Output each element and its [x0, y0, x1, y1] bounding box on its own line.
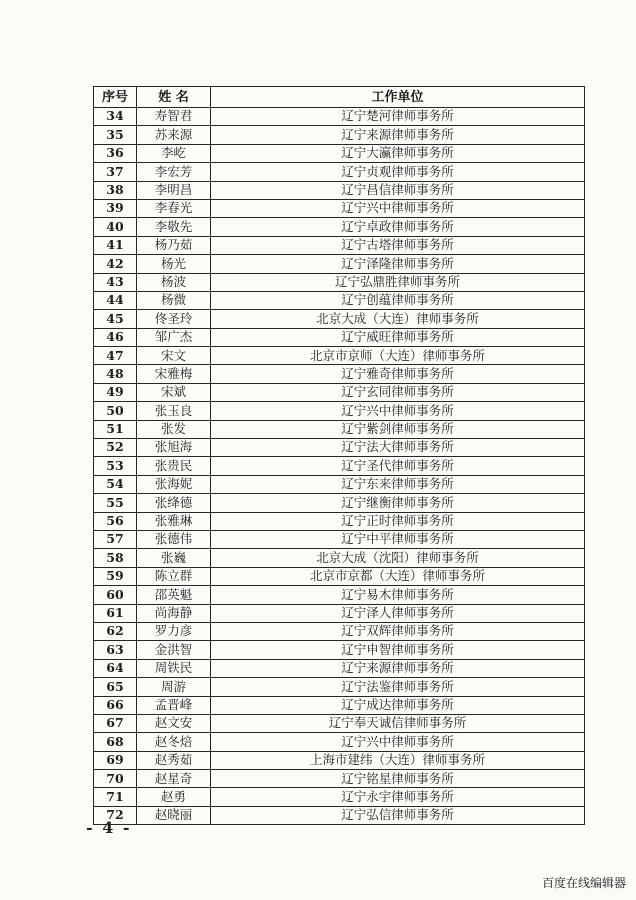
table-row	[94, 806, 585, 824]
cell-name: 杨光	[137, 255, 211, 273]
header-index: 序号	[94, 87, 137, 108]
cell-index: 65	[94, 678, 137, 696]
table-row	[94, 475, 585, 493]
cell-name: 尚海静	[137, 604, 211, 622]
table-row	[94, 126, 585, 144]
cell-index: 47	[94, 347, 137, 365]
table-header	[94, 87, 585, 108]
cell-work-unit: 辽宁兴中律师事务所	[211, 199, 585, 217]
table-row	[94, 163, 585, 181]
table-row	[94, 291, 585, 309]
cell-work-unit: 辽宁兴中律师事务所	[211, 402, 585, 420]
cell-work-unit: 辽宁泽人律师事务所	[211, 604, 585, 622]
table-row	[94, 108, 585, 126]
table-row	[94, 696, 585, 714]
cell-work-unit: 上海市建纬（大连）律师事务所	[211, 751, 585, 769]
cell-work-unit: 辽宁双辉律师事务所	[211, 622, 585, 640]
cell-work-unit: 辽宁来源律师事务所	[211, 659, 585, 677]
cell-work-unit: 辽宁法大律师事务所	[211, 439, 585, 457]
cell-name: 赵文安	[137, 714, 211, 732]
cell-index: 62	[94, 622, 137, 640]
cell-work-unit: 辽宁东来律师事务所	[211, 475, 585, 493]
cell-name: 张海妮	[137, 475, 211, 493]
table-row	[94, 549, 585, 567]
cell-index: 60	[94, 586, 137, 604]
cell-index: 69	[94, 751, 137, 769]
cell-work-unit: 北京市京师（大连）律师事务所	[211, 347, 585, 365]
cell-work-unit: 辽宁玄同律师事务所	[211, 383, 585, 401]
cell-index: 57	[94, 530, 137, 548]
cell-name: 宋雅梅	[137, 365, 211, 383]
cell-work-unit: 辽宁申智律师事务所	[211, 641, 585, 659]
header-row	[94, 87, 585, 108]
table-row	[94, 439, 585, 457]
cell-work-unit: 辽宁继衡律师事务所	[211, 494, 585, 512]
cell-name: 李敬先	[137, 218, 211, 236]
cell-name: 张发	[137, 420, 211, 438]
cell-work-unit: 辽宁创蕴律师事务所	[211, 291, 585, 309]
cell-name: 邹广杰	[137, 328, 211, 346]
cell-work-unit: 辽宁大瀛律师事务所	[211, 144, 585, 162]
cell-index: 40	[94, 218, 137, 236]
cell-index: 64	[94, 659, 137, 677]
lawyer-roster-table	[93, 86, 585, 825]
table-row	[94, 641, 585, 659]
table-row	[94, 512, 585, 530]
table-row	[94, 788, 585, 806]
cell-index: 50	[94, 402, 137, 420]
table-row	[94, 714, 585, 732]
table-row	[94, 622, 585, 640]
cell-index: 34	[94, 108, 137, 126]
cell-work-unit: 北京大成（沈阳）律师事务所	[211, 549, 585, 567]
cell-name: 张巍	[137, 549, 211, 567]
cell-name: 周游	[137, 678, 211, 696]
cell-work-unit: 辽宁成达律师事务所	[211, 696, 585, 714]
cell-index: 35	[94, 126, 137, 144]
cell-work-unit: 辽宁来源律师事务所	[211, 126, 585, 144]
cell-work-unit: 辽宁楚河律师事务所	[211, 108, 585, 126]
cell-work-unit: 辽宁圣代律师事务所	[211, 457, 585, 475]
cell-index: 56	[94, 512, 137, 530]
cell-name: 张雅琳	[137, 512, 211, 530]
table-row	[94, 181, 585, 199]
cell-name: 宋斌	[137, 383, 211, 401]
cell-name: 宋文	[137, 347, 211, 365]
table-row	[94, 530, 585, 548]
cell-name: 杨波	[137, 273, 211, 291]
cell-name: 陈立群	[137, 567, 211, 585]
cell-name: 赵勇	[137, 788, 211, 806]
cell-index: 45	[94, 310, 137, 328]
cell-name: 李屹	[137, 144, 211, 162]
table-row	[94, 733, 585, 751]
cell-work-unit: 辽宁法鉴律师事务所	[211, 678, 585, 696]
cell-name: 李宏芳	[137, 163, 211, 181]
cell-name: 金洪智	[137, 641, 211, 659]
table-row	[94, 678, 585, 696]
cell-index: 39	[94, 199, 137, 217]
cell-work-unit: 辽宁昌信律师事务所	[211, 181, 585, 199]
table-row	[94, 236, 585, 254]
table-row	[94, 420, 585, 438]
cell-work-unit: 辽宁威旺律师事务所	[211, 328, 585, 346]
cell-index: 46	[94, 328, 137, 346]
cell-name: 杨微	[137, 291, 211, 309]
editor-watermark: 百度在线编辑器	[541, 876, 626, 890]
table-row	[94, 494, 585, 512]
cell-name: 张旭海	[137, 439, 211, 457]
table-row	[94, 144, 585, 162]
table-row	[94, 310, 585, 328]
cell-name: 李明昌	[137, 181, 211, 199]
cell-name: 杨乃茹	[137, 236, 211, 254]
cell-index: 52	[94, 439, 137, 457]
table-row	[94, 586, 585, 604]
cell-name: 苏来源	[137, 126, 211, 144]
cell-index: 44	[94, 291, 137, 309]
cell-name: 赵秀茹	[137, 751, 211, 769]
cell-index: 58	[94, 549, 137, 567]
cell-index: 54	[94, 475, 137, 493]
cell-index: 61	[94, 604, 137, 622]
cell-work-unit: 辽宁泽隆律师事务所	[211, 255, 585, 273]
cell-work-unit: 辽宁易木律师事务所	[211, 586, 585, 604]
cell-index: 68	[94, 733, 137, 751]
cell-name: 周铁民	[137, 659, 211, 677]
cell-index: 63	[94, 641, 137, 659]
table-row	[94, 604, 585, 622]
cell-index: 48	[94, 365, 137, 383]
cell-name: 赵晓丽	[137, 806, 211, 824]
cell-index: 53	[94, 457, 137, 475]
cell-index: 51	[94, 420, 137, 438]
table-row	[94, 218, 585, 236]
cell-index: 71	[94, 788, 137, 806]
cell-name: 张绛德	[137, 494, 211, 512]
cell-name: 张玉良	[137, 402, 211, 420]
cell-index: 38	[94, 181, 137, 199]
header-name: 姓 名	[137, 87, 211, 108]
cell-work-unit: 辽宁正时律师事务所	[211, 512, 585, 530]
table-row	[94, 273, 585, 291]
cell-index: 43	[94, 273, 137, 291]
table-row	[94, 659, 585, 677]
cell-index: 37	[94, 163, 137, 181]
cell-index: 55	[94, 494, 137, 512]
table-row	[94, 567, 585, 585]
cell-work-unit: 辽宁中平律师事务所	[211, 530, 585, 548]
cell-name: 寿智君	[137, 108, 211, 126]
cell-name: 佟圣玲	[137, 310, 211, 328]
cell-work-unit: 辽宁奉天诚信律师事务所	[211, 714, 585, 732]
table-row	[94, 457, 585, 475]
cell-work-unit: 辽宁雅奇律师事务所	[211, 365, 585, 383]
table-row	[94, 365, 585, 383]
cell-index: 41	[94, 236, 137, 254]
cell-index: 36	[94, 144, 137, 162]
cell-work-unit: 辽宁弘信律师事务所	[211, 806, 585, 824]
cell-work-unit: 北京大成（大连）律师事务所	[211, 310, 585, 328]
cell-name: 赵冬焙	[137, 733, 211, 751]
cell-work-unit: 辽宁贞观律师事务所	[211, 163, 585, 181]
cell-work-unit: 辽宁兴中律师事务所	[211, 733, 585, 751]
cell-work-unit: 辽宁弘鼎胜律师事务所	[211, 273, 585, 291]
header-work-unit: 工作单位	[211, 87, 585, 108]
cell-name: 张德伟	[137, 530, 211, 548]
cell-index: 72	[94, 806, 137, 824]
table-row	[94, 383, 585, 401]
cell-work-unit: 北京市京都（大连）律师事务所	[211, 567, 585, 585]
table-row	[94, 347, 585, 365]
cell-index: 67	[94, 714, 137, 732]
cell-name: 张贵民	[137, 457, 211, 475]
table-body	[94, 108, 585, 825]
cell-index: 70	[94, 770, 137, 788]
cell-index: 59	[94, 567, 137, 585]
table-row	[94, 255, 585, 273]
cell-name: 邵英魁	[137, 586, 211, 604]
table-row	[94, 328, 585, 346]
cell-index: 42	[94, 255, 137, 273]
table-row	[94, 751, 585, 769]
cell-work-unit: 辽宁紫剑律师事务所	[211, 420, 585, 438]
cell-work-unit: 辽宁铭星律师事务所	[211, 770, 585, 788]
cell-name: 孟晋峰	[137, 696, 211, 714]
table-row	[94, 199, 585, 217]
page-number: - 4 -	[86, 818, 132, 837]
cell-work-unit: 辽宁卓政律师事务所	[211, 218, 585, 236]
table-row	[94, 402, 585, 420]
cell-index: 49	[94, 383, 137, 401]
cell-name: 李春光	[137, 199, 211, 217]
cell-name: 赵星奇	[137, 770, 211, 788]
cell-name: 罗力彦	[137, 622, 211, 640]
cell-index: 66	[94, 696, 137, 714]
cell-work-unit: 辽宁古塔律师事务所	[211, 236, 585, 254]
cell-work-unit: 辽宁永宇律师事务所	[211, 788, 585, 806]
table-row	[94, 770, 585, 788]
